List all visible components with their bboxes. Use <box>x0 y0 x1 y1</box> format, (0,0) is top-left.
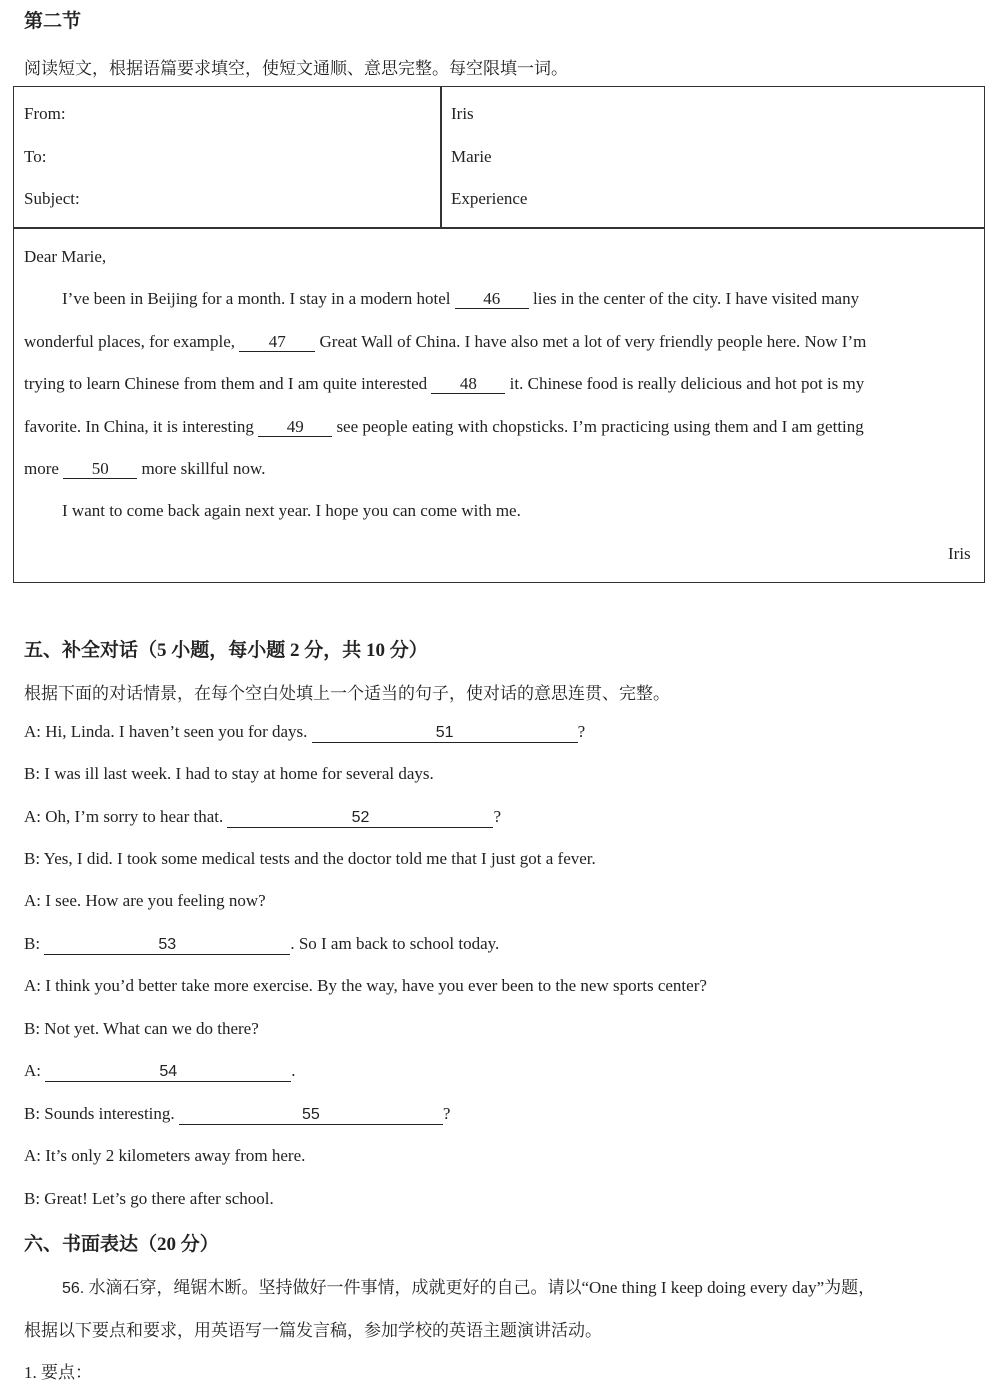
blank-46[interactable]: 46 <box>455 290 529 309</box>
blank-48[interactable]: 48 <box>431 375 505 394</box>
blank-50[interactable]: 50 <box>63 460 137 479</box>
text: more <box>24 459 59 478</box>
to-value: Marie <box>451 147 492 166</box>
text: trying to learn Chinese from them and I am quite interested <box>24 374 428 393</box>
dialog-line-7: A: I think you’d better take more exercise. By the way, have you ever been to the new sports center? <box>24 976 707 995</box>
section5-title: 五、补全对话（5 小题，每小题 2 分，共 10 分） <box>24 640 428 661</box>
text: A: Oh, I’m sorry to hear that. <box>24 807 224 826</box>
dialog-line-5: A: I see. How are you feeling now? <box>24 891 266 910</box>
blank-55[interactable]: 55 <box>179 1106 443 1125</box>
text: it. Chinese food is really delicious and hot pot is my <box>509 374 865 393</box>
text: favorite. In China, it is interesting <box>24 417 254 436</box>
text: ? <box>442 1104 451 1123</box>
dialog-line-6 <box>24 934 499 955</box>
text: see people eating with chopsticks. I’m practicing using them and I am getting <box>336 417 864 436</box>
text: I’ve been in Beijing for a month. I stay in a modern hotel <box>62 289 451 308</box>
dialog-line-3 <box>24 807 501 828</box>
email-signature: Iris <box>948 544 971 563</box>
section6-title: 六、书面表达（20 分） <box>24 1234 219 1255</box>
email-line-1 <box>62 289 859 309</box>
dialog-line-12: B: Great! Let’s go there after school. <box>24 1189 274 1208</box>
email-line-4 <box>24 417 864 437</box>
dialog-line-4: B: Yes, I did. I took some medical tests and the doctor told me that I just got a fever. <box>24 849 596 868</box>
blank-53[interactable]: 53 <box>44 936 290 955</box>
subject-value: Experience <box>451 189 528 208</box>
section-title: 第二节 <box>24 11 82 32</box>
text: A: <box>24 1061 41 1080</box>
points-label: 1. 要点： <box>24 1363 92 1382</box>
from-value: Iris <box>451 104 474 123</box>
text: . So I am back to school today. <box>290 934 500 953</box>
email-line-2 <box>24 332 866 352</box>
from-label: From: <box>24 104 66 123</box>
subject-label: Subject: <box>24 189 80 208</box>
text: ? <box>493 807 502 826</box>
text: ? <box>577 722 586 741</box>
dialog-line-2: B: I was ill last week. I had to stay at home for several days. <box>24 764 434 783</box>
text: lies in the center of the city. I have visited many <box>533 289 860 308</box>
email-line-5 <box>24 459 265 479</box>
question-number: 56. <box>62 1280 85 1297</box>
dialog-line-11: A: It’s only 2 kilometers away from here. <box>24 1146 306 1165</box>
dialog-line-10 <box>24 1104 450 1125</box>
blank-49[interactable]: 49 <box>258 418 332 437</box>
text: A: Hi, Linda. I haven’t seen you for days. <box>24 722 308 741</box>
header-divider-horizontal <box>13 227 985 229</box>
dialog-line-1 <box>24 722 585 743</box>
email-line-6: I want to come back again next year. I hope you can come with me. <box>62 501 521 520</box>
text: wonderful places, for example, <box>24 332 235 351</box>
question-56-line-2: 根据以下要点和要求，用英语写一篇发言稿，参加学校的英语主题演讲活动。 <box>24 1321 602 1340</box>
blank-47[interactable]: 47 <box>239 333 315 352</box>
header-divider-vertical <box>440 86 442 227</box>
section-instruction: 阅读短文，根据语篇要求填空，使短文通顺、意思完整。每空限填一词。 <box>24 59 568 78</box>
blank-54[interactable]: 54 <box>45 1063 291 1082</box>
text: . <box>291 1061 296 1080</box>
question-56 <box>62 1273 875 1298</box>
dialog-line-8: B: Not yet. What can we do there? <box>24 1019 259 1038</box>
text: Great Wall of China. I have also met a lot of very friendly people here. Now I’m <box>319 332 867 351</box>
email-line-3 <box>24 374 864 394</box>
dialog-line-9 <box>24 1061 296 1082</box>
text: B: Sounds interesting. <box>24 1104 175 1123</box>
section5-instruction: 根据下面的对话情景，在每个空白处填上一个适当的句子，使对话的意思连贯、完整。 <box>24 684 670 703</box>
text: B: <box>24 934 41 953</box>
email-greeting: Dear Marie, <box>24 247 107 266</box>
blank-52[interactable]: 52 <box>227 809 493 828</box>
blank-51[interactable]: 51 <box>312 724 578 743</box>
text: 水滴石穿，绳锯木断。坚持做好一件事情，成就更好的自己。请以“One thing I keep doing every day”为题， <box>88 1278 876 1297</box>
text: more skillful now. <box>141 459 266 478</box>
to-label: To: <box>24 147 47 166</box>
